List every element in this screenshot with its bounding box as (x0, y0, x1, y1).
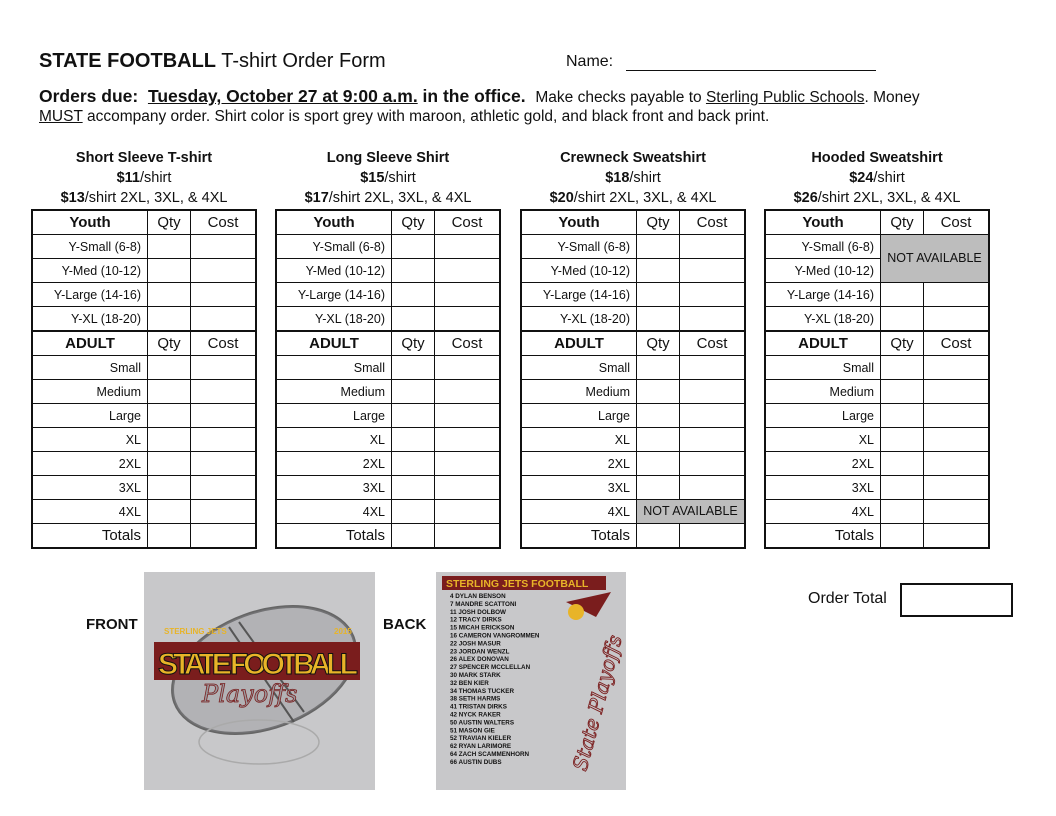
cost-input[interactable] (680, 380, 746, 404)
size-label: 3XL (276, 476, 392, 500)
totals-label: Totals (101, 527, 141, 544)
due-place: in the office. (417, 86, 526, 106)
product-header (520, 148, 746, 208)
qty-input[interactable] (881, 404, 924, 428)
qty-input[interactable] (392, 356, 435, 380)
cost-input[interactable] (191, 380, 257, 404)
size-label: Y-Small (6-8) (521, 235, 637, 259)
qty-input[interactable] (881, 476, 924, 500)
qty-input[interactable] (148, 380, 191, 404)
payee: Sterling Public Schools (705, 89, 865, 106)
roster-line: 64 ZACH SCAMMENHORN (450, 751, 530, 758)
front-art-script: Playoffs (202, 680, 298, 708)
cost-input[interactable] (435, 428, 501, 452)
not-available-cell: NOT AVAILABLE (881, 235, 990, 283)
size-label: XL (521, 428, 637, 452)
size-label: Large (276, 404, 392, 428)
total-cost-input[interactable] (435, 524, 501, 549)
product-price: $18 (605, 170, 630, 186)
product-xl-unit: /shirt 2XL, 3XL, & 4XL (328, 190, 472, 206)
cost-input[interactable] (191, 283, 257, 307)
total-qty-input[interactable] (881, 524, 924, 549)
qty-input[interactable] (392, 283, 435, 307)
roster-line: 66 AUSTIN DUBS (450, 758, 502, 766)
product-xl-unit: /shirt 2XL, 3XL, & 4XL (573, 190, 717, 206)
cost-input[interactable] (680, 452, 746, 476)
orders-due-label: Orders due: (39, 86, 139, 106)
qty-header: Qty (637, 331, 680, 356)
cost-input[interactable] (680, 356, 746, 380)
size-label: Y-Med (10-12) (32, 259, 148, 283)
size-label: Small (521, 356, 637, 380)
cost-input[interactable] (924, 476, 990, 500)
due-date: Tuesday, October 27 at 9:00 a.m. (147, 86, 418, 106)
roster-line: 62 RYAN LARIMORE (450, 743, 512, 751)
total-qty-input[interactable] (148, 524, 191, 549)
cost-input[interactable] (680, 428, 746, 452)
size-label: Y-Small (6-8) (276, 235, 392, 259)
qty-input[interactable] (392, 235, 435, 259)
size-label: 3XL (32, 476, 148, 500)
cost-input[interactable] (924, 404, 990, 428)
front-art-main: STATE FOOTBALL (158, 648, 358, 681)
page-title (39, 50, 386, 73)
product-title: Crewneck Sweatshirt (560, 150, 706, 166)
product-title: Long Sleeve Shirt (326, 150, 450, 166)
youth-header: Youth (276, 210, 392, 235)
adult-header: ADULT (32, 331, 148, 356)
cost-input[interactable] (924, 307, 990, 332)
size-label: Y-Med (10-12) (276, 259, 392, 283)
size-label: 3XL (765, 476, 881, 500)
must-text: MUST (39, 108, 83, 125)
adult-header: ADULT (765, 331, 881, 356)
roster-line: 11 JOSH DOLBOW (450, 608, 506, 616)
size-label: Y-XL (18-20) (765, 307, 881, 332)
cost-input[interactable] (191, 404, 257, 428)
cost-input[interactable] (191, 259, 257, 283)
qty-input[interactable] (148, 307, 191, 332)
roster-line: 32 BEN KIER (450, 679, 489, 687)
qty-input[interactable] (637, 235, 680, 259)
size-label: Small (32, 356, 148, 380)
totals-label: Totals (834, 527, 874, 544)
product-price-unit: /shirt (873, 170, 905, 186)
roster-line: 23 JORDAN WENZL (450, 648, 510, 656)
size-label: 2XL (765, 452, 881, 476)
size-label: Y-Large (14-16) (32, 283, 148, 307)
order-table (764, 209, 990, 549)
size-label: Y-XL (18-20) (32, 307, 148, 332)
order-info-line-1 (39, 86, 920, 107)
qty-input[interactable] (637, 452, 680, 476)
cost-input[interactable] (924, 500, 990, 524)
size-label: Small (276, 356, 392, 380)
size-label: Large (521, 404, 637, 428)
roster-line: 30 MARK STARK (450, 672, 501, 679)
size-label: Large (32, 404, 148, 428)
product-xl-price: $17 (304, 190, 329, 206)
size-label: Medium (276, 380, 392, 404)
size-label: Large (765, 404, 881, 428)
cost-header: Cost (191, 210, 257, 235)
cost-input[interactable] (191, 500, 257, 524)
product-xl-unit: /shirt 2XL, 3XL, & 4XL (817, 190, 961, 206)
qty-header: Qty (881, 331, 924, 356)
qty-input[interactable] (148, 500, 191, 524)
checks-prefix: Make checks payable to (535, 89, 706, 106)
cost-input[interactable] (435, 452, 501, 476)
cost-input[interactable] (435, 500, 501, 524)
cost-input[interactable] (680, 235, 746, 259)
size-label: Y-XL (18-20) (521, 307, 637, 332)
front-label: FRONT (86, 616, 138, 633)
adult-header: ADULT (276, 331, 392, 356)
cost-input[interactable] (680, 476, 746, 500)
roster-line: 38 SETH HARMS (450, 695, 501, 703)
size-label: Y-XL (18-20) (276, 307, 392, 332)
cost-input[interactable] (924, 452, 990, 476)
totals-label: Totals (590, 527, 630, 544)
size-label: Medium (521, 380, 637, 404)
size-label: Y-Large (14-16) (765, 283, 881, 307)
size-label: Y-Small (6-8) (765, 235, 881, 259)
qty-header: Qty (392, 331, 435, 356)
order-total-field[interactable] (900, 583, 1013, 617)
product-section (520, 148, 746, 549)
product-price-unit: /shirt (384, 170, 416, 186)
totals-label: Totals (345, 527, 385, 544)
product-price-unit: /shirt (139, 170, 172, 186)
size-label: Y-Small (6-8) (32, 235, 148, 259)
money-suffix: . Money (864, 89, 920, 106)
roster-line: 27 SPENCER MCCLELLAN (450, 664, 531, 672)
product-xl-unit: /shirt 2XL, 3XL, & 4XL (84, 190, 228, 206)
roster-line: 12 TRACY DIRKS (450, 616, 502, 624)
qty-input[interactable] (637, 428, 680, 452)
product-header (31, 148, 257, 208)
roster-line: 26 ALEX DONOVAN (450, 656, 509, 664)
qty-input[interactable] (148, 356, 191, 380)
qty-input[interactable] (392, 259, 435, 283)
qty-input[interactable] (881, 452, 924, 476)
name-label: Name: (566, 53, 614, 70)
qty-input[interactable] (148, 476, 191, 500)
title-rest: T-shirt Order Form (216, 50, 386, 72)
size-label: Small (765, 356, 881, 380)
name-field-line[interactable] (626, 70, 876, 71)
order-info-line-2 (39, 108, 769, 126)
size-label: XL (765, 428, 881, 452)
qty-input[interactable] (881, 428, 924, 452)
roster-line: 4 DYLAN BENSON (450, 593, 506, 600)
product-xl-price: $20 (549, 190, 574, 206)
qty-input[interactable] (148, 259, 191, 283)
qty-header: Qty (148, 210, 191, 235)
product-price: $24 (849, 170, 874, 186)
roster-line: 16 CAMERON VANGROMMEN (450, 632, 540, 640)
size-label: XL (32, 428, 148, 452)
cost-input[interactable] (191, 235, 257, 259)
roster-line: 51 MASON GIE (450, 727, 495, 735)
qty-input[interactable] (148, 235, 191, 259)
back-art-banner: STERLING JETS FOOTBALL (446, 578, 589, 590)
size-label: 3XL (521, 476, 637, 500)
qty-input[interactable] (392, 404, 435, 428)
product-price-unit: /shirt (629, 170, 661, 186)
line2-rest: accompany order. Shirt color is sport grey with maroon, athletic gold, and black front and back print. (82, 108, 770, 125)
back-art-script: State Playoffs (567, 632, 626, 774)
qty-input[interactable] (148, 283, 191, 307)
cost-input[interactable] (191, 307, 257, 332)
roster-line: 22 JOSH MASUR (450, 640, 501, 648)
cost-input[interactable] (924, 428, 990, 452)
total-cost-input[interactable] (191, 524, 257, 549)
cost-header: Cost (191, 331, 257, 356)
cost-header: Cost (435, 331, 501, 356)
qty-input[interactable] (148, 428, 191, 452)
roster-line: 52 TRAVIAN KIELER (450, 735, 512, 743)
order-table (31, 209, 257, 549)
youth-header: Youth (765, 210, 881, 235)
front-art-year: 2015 (334, 627, 352, 636)
qty-input[interactable] (392, 428, 435, 452)
roster-line: 34 THOMAS TUCKER (450, 687, 515, 695)
product-header (275, 148, 501, 208)
qty-input[interactable] (392, 380, 435, 404)
roster-line: 42 NYCK RAKER (450, 711, 501, 719)
cost-header: Cost (435, 210, 501, 235)
qty-input[interactable] (637, 259, 680, 283)
cost-input[interactable] (435, 283, 501, 307)
product-title: Short Sleeve T-shirt (75, 150, 213, 166)
cost-input[interactable] (435, 404, 501, 428)
front-art-top-left: STERLING JETS (164, 627, 227, 636)
roster-line: 41 TRISTAN DIRKS (450, 703, 507, 711)
qty-input[interactable] (881, 500, 924, 524)
youth-header: Youth (32, 210, 148, 235)
order-total-label: Order Total (808, 590, 887, 607)
size-label: Y-Med (10-12) (765, 259, 881, 283)
size-label: 4XL (521, 500, 637, 524)
qty-input[interactable] (392, 452, 435, 476)
qty-input[interactable] (392, 476, 435, 500)
cost-input[interactable] (435, 235, 501, 259)
cost-header: Cost (680, 331, 746, 356)
product-xl-price: $13 (60, 190, 85, 206)
qty-input[interactable] (637, 356, 680, 380)
roster-line: 7 MANDRE SCATTONI (450, 600, 517, 608)
order-table (275, 209, 501, 549)
size-label: 2XL (32, 452, 148, 476)
qty-input[interactable] (637, 380, 680, 404)
product-price: $15 (360, 170, 385, 186)
qty-input[interactable] (881, 380, 924, 404)
size-label: 4XL (32, 500, 148, 524)
qty-input[interactable] (148, 452, 191, 476)
qty-input[interactable] (637, 404, 680, 428)
qty-header: Qty (148, 331, 191, 356)
cost-input[interactable] (435, 259, 501, 283)
qty-input[interactable] (392, 307, 435, 332)
cost-input[interactable] (680, 259, 746, 283)
total-cost-input[interactable] (680, 524, 746, 549)
not-available-cell: NOT AVAILABLE (637, 500, 746, 524)
back-label: BACK (383, 616, 427, 633)
qty-header: Qty (637, 210, 680, 235)
product-section (31, 148, 257, 549)
qty-input[interactable] (881, 283, 924, 307)
qty-input[interactable] (637, 476, 680, 500)
product-header (764, 148, 990, 208)
cost-header: Cost (680, 210, 746, 235)
size-label: 4XL (276, 500, 392, 524)
cost-input[interactable] (191, 452, 257, 476)
size-label: 4XL (765, 500, 881, 524)
youth-header: Youth (521, 210, 637, 235)
product-section (275, 148, 501, 549)
qty-input[interactable] (881, 356, 924, 380)
size-label: 2XL (521, 452, 637, 476)
front-design-image (144, 572, 375, 790)
qty-header: Qty (881, 210, 924, 235)
cost-input[interactable] (924, 356, 990, 380)
cost-input[interactable] (191, 476, 257, 500)
cost-input[interactable] (680, 404, 746, 428)
size-label: Medium (765, 380, 881, 404)
cost-header: Cost (924, 331, 990, 356)
cost-input[interactable] (924, 283, 990, 307)
qty-input[interactable] (637, 283, 680, 307)
roster-line: 50 AUSTIN WALTERS (450, 719, 515, 727)
cost-input[interactable] (435, 380, 501, 404)
cost-input[interactable] (435, 476, 501, 500)
cost-input[interactable] (435, 307, 501, 332)
roster-line: 15 MICAH ERICKSON (450, 624, 515, 632)
size-label: Y-Med (10-12) (521, 259, 637, 283)
qty-input[interactable] (148, 404, 191, 428)
cost-input[interactable] (435, 356, 501, 380)
product-section (764, 148, 990, 549)
size-label: XL (276, 428, 392, 452)
product-xl-price: $26 (793, 190, 818, 206)
size-label: Y-Large (14-16) (276, 283, 392, 307)
back-design-image (436, 572, 626, 790)
product-price: $11 (116, 170, 140, 186)
total-cost-input[interactable] (924, 524, 990, 549)
adult-header: ADULT (521, 331, 637, 356)
cost-input[interactable] (191, 356, 257, 380)
order-table (520, 209, 746, 549)
cost-input[interactable] (924, 380, 990, 404)
cost-input[interactable] (680, 307, 746, 332)
size-label: 2XL (276, 452, 392, 476)
size-label: Y-Large (14-16) (521, 283, 637, 307)
qty-input[interactable] (392, 500, 435, 524)
qty-input[interactable] (881, 307, 924, 332)
qty-input[interactable] (637, 307, 680, 332)
total-qty-input[interactable] (392, 524, 435, 549)
cost-input[interactable] (191, 428, 257, 452)
size-label: Medium (32, 380, 148, 404)
title-bold: STATE FOOTBALL (39, 50, 217, 72)
qty-header: Qty (392, 210, 435, 235)
cost-input[interactable] (680, 283, 746, 307)
cost-header: Cost (924, 210, 990, 235)
total-qty-input[interactable] (637, 524, 680, 549)
product-title: Hooded Sweatshirt (811, 150, 943, 166)
